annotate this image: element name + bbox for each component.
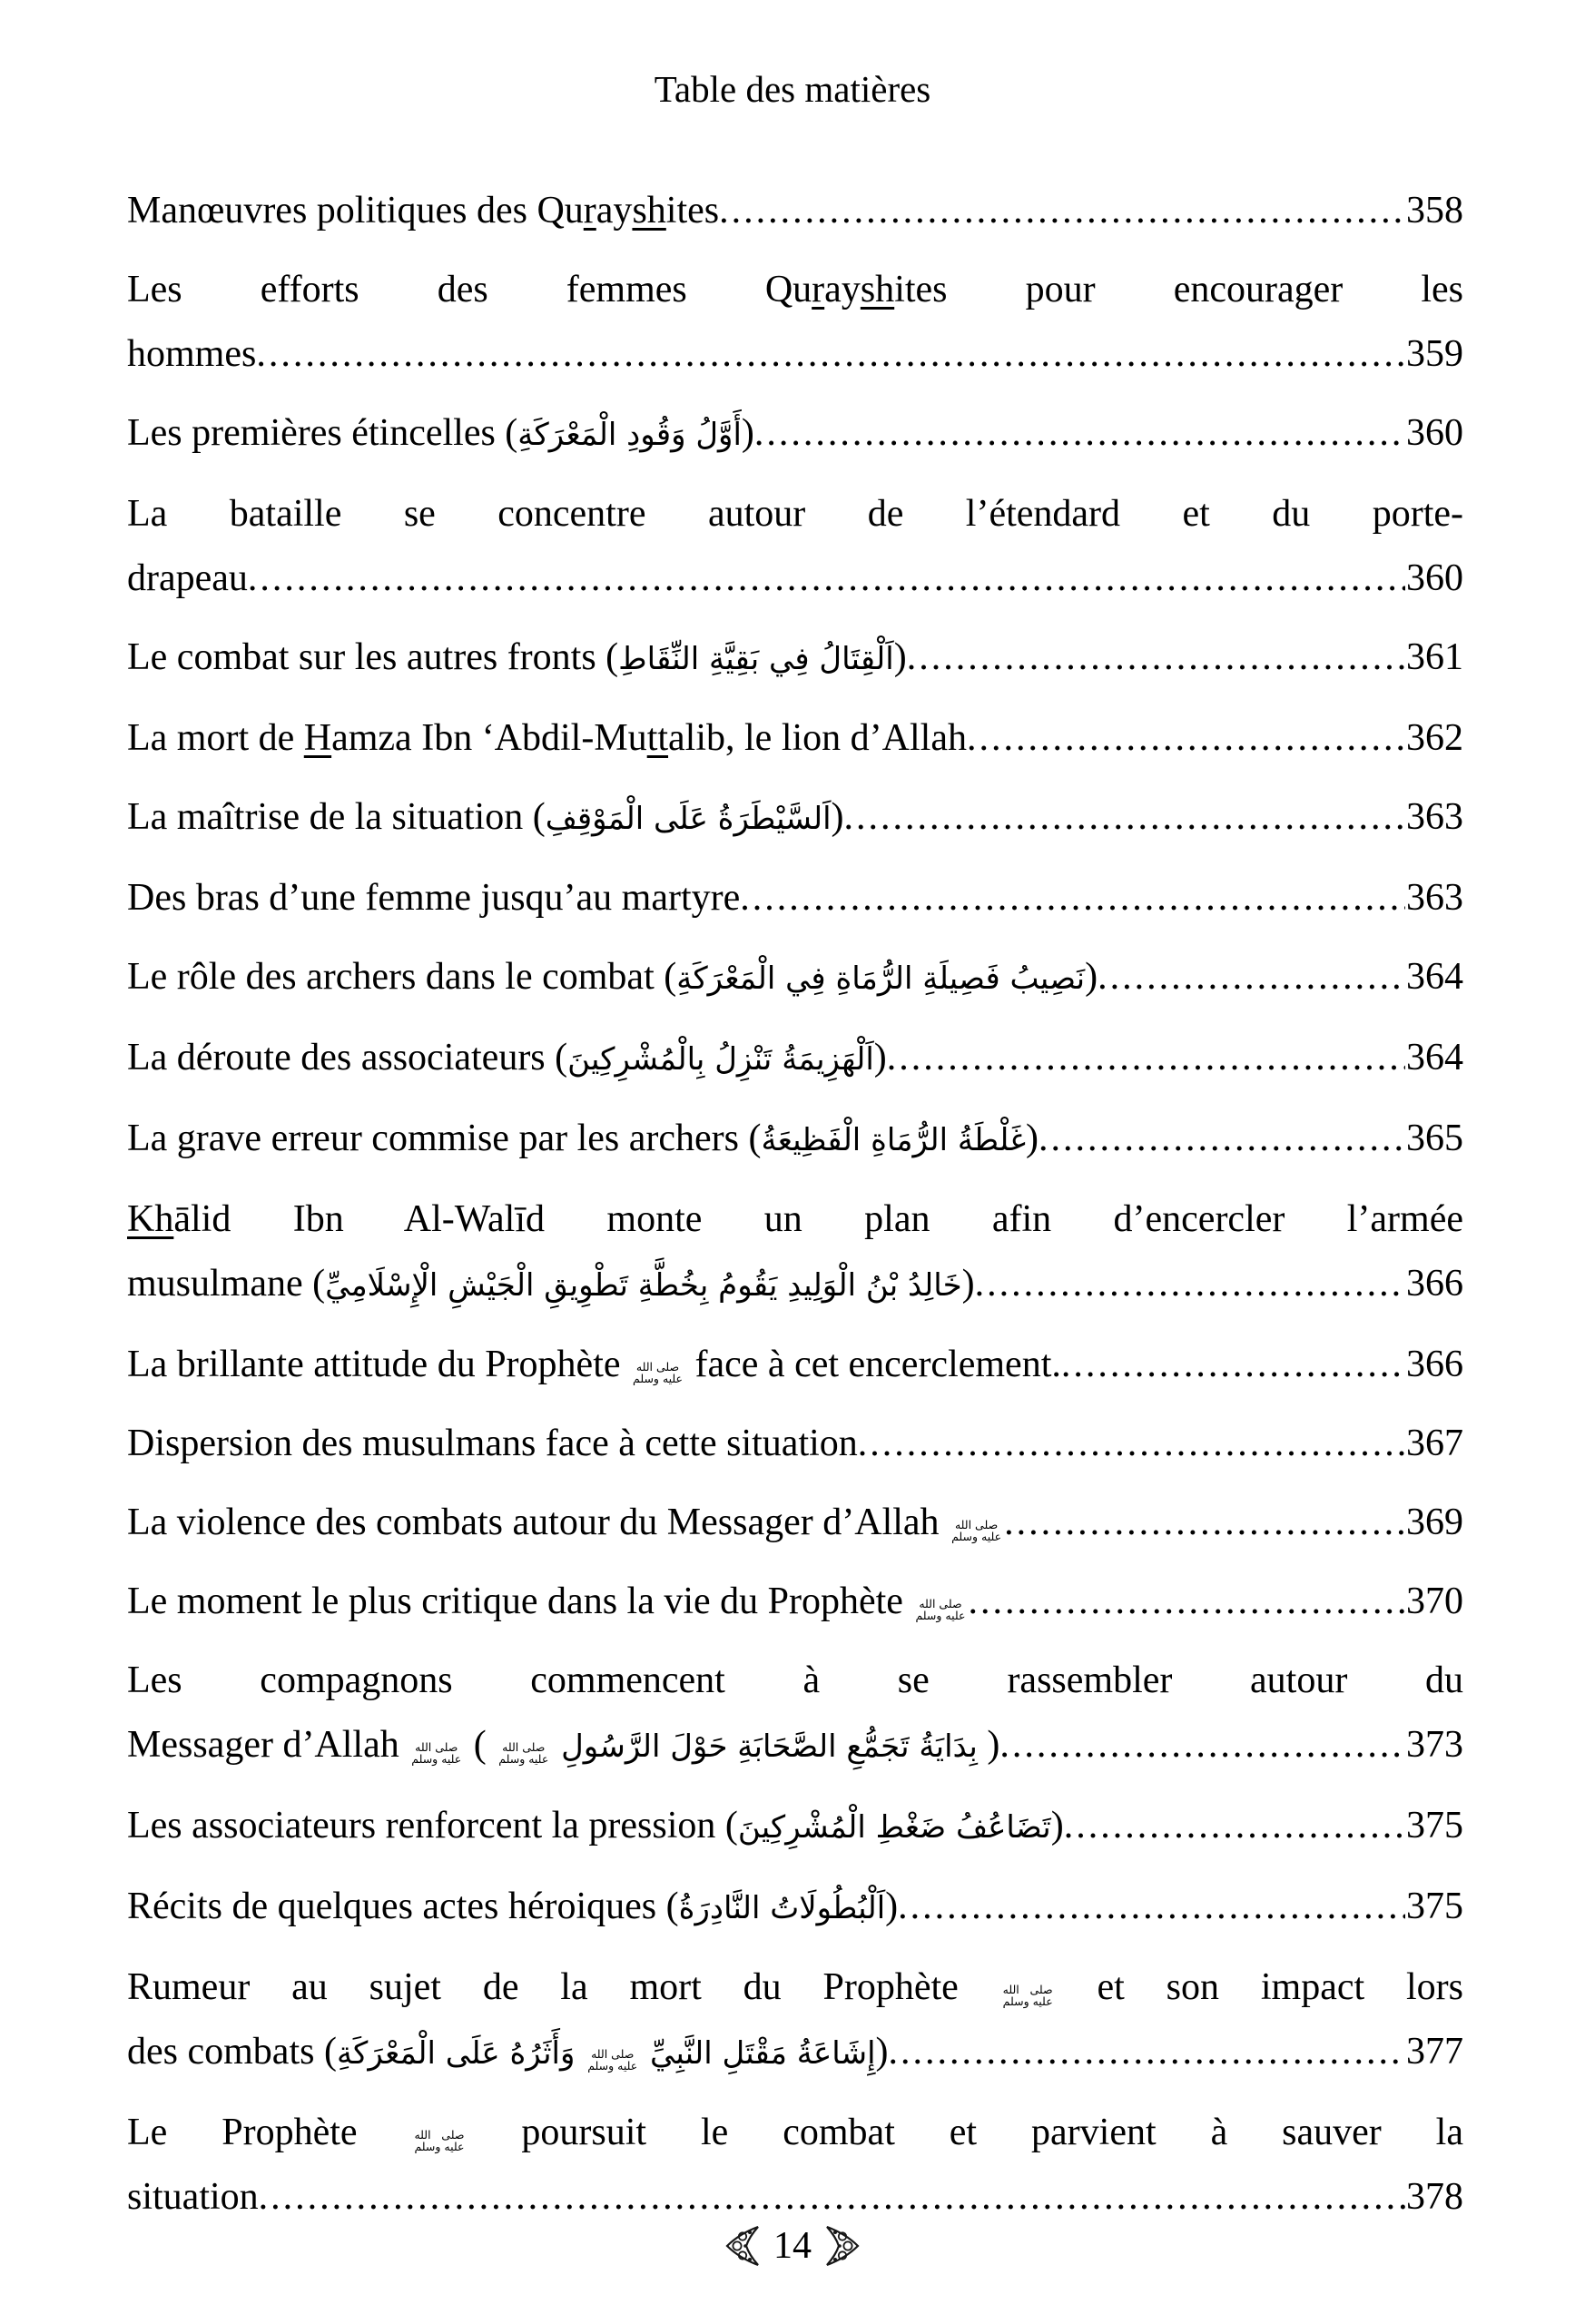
entry-line-leader [127, 866, 1463, 931]
transliteration-underline: r [583, 190, 596, 232]
entry-title [127, 1794, 1064, 1860]
toc-entry [127, 1794, 1463, 1860]
transliteration-underline: r [812, 269, 825, 311]
entry-page-number: 360 [1406, 557, 1463, 600]
entry-title [127, 1412, 858, 1476]
arabic-phrase: أَوَّلُ وَقُودِ الْمَعْرَكَةِ [517, 417, 742, 454]
entry-line-leader [127, 1491, 1463, 1555]
entry-title-text: Le combat sur les autres fronts ( [127, 636, 619, 679]
entry-title-text: Manœuvres politiques des Qu [127, 190, 584, 232]
entry-title-text: La mort de [127, 717, 304, 760]
table-of-contents [127, 179, 1463, 2230]
toc-entry [127, 706, 1463, 771]
entry-line-leader [127, 1252, 1463, 1318]
leader-dots [1039, 1107, 1405, 1171]
toc-entry [127, 258, 1463, 387]
toc-entry [127, 1026, 1463, 1092]
prophet-blessing-bottom: عليه وسلم [1002, 1994, 1053, 2009]
entry-line-leader [127, 547, 1463, 611]
leader-dots [1061, 1333, 1405, 1397]
entry-title-text: hommes [127, 333, 257, 376]
entry-title [127, 547, 248, 611]
entry-title-text: ) [831, 796, 844, 839]
ornament-right-icon [823, 2224, 861, 2268]
arabic-phrase: تَضَاعُفُ ضَغْطِ الْمُشْرِكِينَ [737, 1809, 1051, 1846]
prophet-blessing-icon [411, 1741, 461, 1766]
entry-page-number: 370 [1406, 1581, 1463, 1623]
arabic-phrase: وَأَثَرُهُ عَلَى الْمَعْرَكَةِ [336, 2035, 586, 2073]
entry-title [127, 1333, 1061, 1397]
entry-title [127, 2165, 259, 2230]
entry-page-number: 364 [1406, 1037, 1463, 1079]
entry-line-justified [127, 2101, 1463, 2165]
entry-line-leader [127, 945, 1463, 1011]
entry-title [127, 866, 740, 931]
leader-dots [259, 2165, 1405, 2230]
transliteration-underline: tt [646, 717, 669, 760]
transliteration-underline: sh [860, 269, 895, 311]
entry-page-number: 363 [1406, 796, 1463, 839]
leader-dots [887, 1026, 1405, 1090]
arabic-phrase: بِدَايَةُ تَجَمُّعِ الصَّحَابَةِ حَوْلَ الرَّسُولِ [551, 1728, 978, 1766]
entry-page-number: 361 [1406, 636, 1463, 679]
entry-line-leader [127, 1875, 1463, 1941]
entry-page-number: 358 [1406, 190, 1463, 232]
arabic-phrase: نَصِيبُ فَصِيلَةِ الرُّمَاةِ فِي الْمَعْرَكَةِ [676, 960, 1086, 998]
prophet-blessing-top: صلى الله [954, 1517, 999, 1531]
entry-title-text: Les efforts des femmes Qu [127, 269, 812, 311]
entry-title-text: Le rôle des archers dans le combat ( [127, 956, 677, 999]
prophet-blessing-icon [587, 2048, 637, 2073]
entry-title [127, 1570, 968, 1634]
toc-entry [127, 1955, 1463, 2086]
entry-page-number: 377 [1406, 2031, 1463, 2073]
entry-title [127, 401, 754, 468]
entry-title [127, 706, 967, 771]
toc-entry [127, 1875, 1463, 1941]
prophet-blessing-top: صلى الله [635, 1359, 680, 1374]
entry-title [127, 1107, 1039, 1173]
entry-line-leader [127, 322, 1463, 387]
entry-title-text: drapeau [127, 557, 248, 600]
entry-title [127, 322, 256, 387]
toc-entry [127, 1412, 1463, 1476]
entry-line-leader [127, 2020, 1463, 2086]
leader-dots [1004, 1491, 1405, 1555]
entry-title-text: situation [127, 2176, 259, 2219]
entry-title-text: Les premières étincelles ( [127, 412, 518, 455]
page-title: Table des matières [654, 68, 931, 110]
entry-line-leader [127, 1713, 1463, 1779]
leader-dots [858, 1412, 1405, 1476]
entry-title [127, 2020, 889, 2086]
entry-page-number: 362 [1406, 717, 1463, 760]
prophet-blessing-bottom: عليه وسلم [633, 1372, 684, 1386]
entry-line-leader [127, 625, 1463, 692]
toc-entry [127, 1107, 1463, 1173]
prophet-blessing-icon [633, 1361, 683, 1385]
entry-title-text: Les compagnons commencent à se rassembler autour du [127, 1659, 1463, 1702]
entry-page-number: 366 [1406, 1344, 1463, 1386]
entry-page-number: 360 [1406, 412, 1463, 455]
entry-line-leader [127, 785, 1463, 852]
entry-title [127, 1713, 999, 1779]
prophet-blessing-icon [1003, 1984, 1053, 2008]
entry-title [127, 1026, 887, 1092]
entry-title-text: Récits de quelques actes héroiques ( [127, 1886, 679, 1928]
leader-dots [975, 1252, 1405, 1316]
leader-dots [1098, 945, 1405, 1009]
leader-dots [898, 1875, 1405, 1939]
footer-page-number: 14 [773, 2225, 812, 2267]
toc-entry [127, 179, 1463, 243]
arabic-phrase: اَلسَّيْطَرَةُ عَلَى الْمَوْقِفِ [545, 801, 832, 838]
leader-dots [889, 2020, 1405, 2084]
entry-title-text: amza Ibn ‘Abdil-Mu [331, 717, 647, 760]
leader-dots [719, 179, 1405, 243]
entry-line-leader [127, 179, 1463, 243]
arabic-phrase: غَلْطَةُ الرُّمَاةِ الْفَظِيعَةُ [761, 1122, 1026, 1159]
prophet-blessing-bottom: عليه وسلم [411, 1752, 462, 1767]
prophet-blessing-bottom: عليه وسلم [414, 2140, 465, 2154]
leader-dots [907, 625, 1405, 690]
leader-dots [844, 785, 1405, 850]
leader-dots [968, 1570, 1405, 1634]
page-footer [0, 2224, 1585, 2268]
entry-line-justified [127, 1649, 1463, 1713]
entry-title [127, 1252, 975, 1318]
entry-title-text: ) [893, 636, 907, 679]
entry-title-text: ) [977, 1724, 1000, 1767]
entry-title-text: La maîtrise de la situation ( [127, 796, 546, 839]
entry-page-number: 375 [1406, 1805, 1463, 1847]
entry-title-text: ay [824, 269, 861, 311]
prophet-blessing-top: صلى الله [414, 2127, 465, 2142]
entry-page-number: 369 [1406, 1502, 1463, 1544]
arabic-phrase-group [337, 2031, 876, 2073]
entry-line-leader [127, 401, 1463, 468]
entry-title-text: ( [464, 1724, 497, 1767]
entry-title-text: ālid Ibn Al-Walīd monte un plan afin d’encercler l’armée [173, 1198, 1463, 1241]
arabic-phrase-group [496, 1724, 978, 1766]
entry-page-number: 378 [1406, 2176, 1463, 2219]
entry-line-leader [127, 1026, 1463, 1092]
toc-entry [127, 1187, 1463, 1318]
entry-title-text: ) [873, 1037, 887, 1079]
toc-entry [127, 401, 1463, 468]
entry-title-text: face à cet encerclement. [685, 1344, 1061, 1386]
entry-title [127, 945, 1098, 1011]
entry-title-text: et son impact lors [1055, 1966, 1463, 2009]
entry-title-text: ay [596, 190, 633, 232]
transliteration-underline: sh [632, 190, 666, 232]
entry-title-text: alib, le lion d’Allah [668, 717, 967, 760]
entry-title-text: ) [1085, 956, 1098, 999]
toc-entry [127, 1333, 1463, 1397]
entry-title [127, 785, 844, 852]
toc-entry [127, 2101, 1463, 2230]
prophet-blessing-bottom: عليه وسلم [498, 1752, 549, 1767]
entry-line-leader [127, 1107, 1463, 1173]
entry-title-text: des combats ( [127, 2031, 337, 2073]
entry-line-leader [127, 706, 1463, 771]
arabic-phrase: خَالِدُ بْنُ الْوَلِيدِ يَقُومُ بِخُطَّةِ تَطْوِيقِ الْجَيْشِ الْإِسْلَامِيِّ [325, 1267, 962, 1305]
entry-title [127, 179, 719, 243]
entry-title-text: ) [961, 1263, 975, 1305]
prophet-blessing-icon [915, 1598, 965, 1622]
entry-page-number: 366 [1406, 1263, 1463, 1305]
entry-title-text: poursuit le combat et parvient à sauver la [467, 2112, 1463, 2154]
entry-title-text: Les associateurs renforcent la pression ( [127, 1805, 738, 1847]
entry-page-number: 365 [1406, 1118, 1463, 1160]
entry-title-text: ) [741, 412, 754, 455]
leader-dots [1064, 1794, 1405, 1858]
prophet-blessing-icon [951, 1519, 1001, 1543]
prophet-blessing-top: صلى الله [591, 2046, 635, 2061]
entry-line-justified [127, 482, 1463, 547]
entry-title-text: ) [875, 2031, 889, 2073]
toc-entry [127, 482, 1463, 611]
entry-title-text: La violence des combats autour du Messager d’Allah [127, 1502, 950, 1544]
leader-dots [248, 547, 1405, 611]
leader-dots [999, 1713, 1405, 1777]
entry-title [127, 625, 907, 692]
leader-dots [754, 401, 1405, 466]
entry-title-text: Rumeur au sujet de la mort du Prophète [127, 1966, 1000, 2009]
entry-title-text: ites pour encourager les [894, 269, 1463, 311]
entry-title-text: Dispersion des musulmans face à cette situation [127, 1423, 858, 1465]
prophet-blessing-bottom: عليه وسلم [915, 1609, 966, 1623]
toc-entry [127, 1570, 1463, 1634]
leader-dots [740, 866, 1405, 931]
ornament-left-icon [724, 2224, 762, 2268]
transliteration-underline: H [303, 717, 332, 760]
entry-page-number: 373 [1406, 1724, 1463, 1767]
entry-title-text: Le Prophète [127, 2112, 412, 2154]
entry-title-text: Des bras d’une femme jusqu’au martyre [127, 877, 741, 920]
entry-title-text: Messager d’Allah [127, 1724, 409, 1767]
prophet-blessing-icon [414, 2129, 464, 2153]
entry-line-leader [127, 1412, 1463, 1476]
entry-page-number: 367 [1406, 1423, 1463, 1465]
entry-page-number: 363 [1406, 877, 1463, 920]
entry-title-text: La brillante attitude du Prophète [127, 1344, 630, 1386]
entry-title [127, 1875, 898, 1941]
arabic-phrase: اَلْقِتَالُ فِي بَقِيَّةِ النِّقَاطِ [618, 641, 894, 678]
prophet-blessing-bottom: عليه وسلم [951, 1530, 1002, 1544]
toc-entry [127, 625, 1463, 692]
entry-page-number: 364 [1406, 956, 1463, 999]
prophet-blessing-top: صلى الله [1002, 1982, 1053, 1996]
toc-entry [127, 1649, 1463, 1779]
entry-title [127, 1491, 1004, 1555]
entry-title-text: La déroute des associateurs ( [127, 1037, 568, 1079]
entry-title-text: La bataille se concentre autour de l’étendard et du porte- [127, 493, 1463, 536]
entry-line-justified [127, 258, 1463, 322]
toc-entry [127, 866, 1463, 931]
prophet-blessing-top: صلى الله [502, 1739, 546, 1754]
entry-line-leader [127, 1333, 1463, 1397]
entry-title-text: ) [885, 1886, 899, 1928]
entry-line-leader [127, 1794, 1463, 1860]
toc-entry [127, 945, 1463, 1011]
leader-dots [256, 322, 1405, 387]
entry-line-leader [127, 1570, 1463, 1634]
entry-title-text: La grave erreur commise par les archers ( [127, 1118, 762, 1160]
toc-entry [127, 785, 1463, 852]
toc-entry [127, 1491, 1463, 1555]
arabic-phrase: إِشَاعَةُ مَقْتَلِ النَّبِيِّ [640, 2035, 876, 2073]
arabic-phrase: اَلْهَزِيمَةُ تَنْزِلُ بِالْمُشْرِكِينَ [567, 1041, 874, 1078]
entry-page-number: 359 [1406, 333, 1463, 376]
entry-title-text: ) [1025, 1118, 1039, 1160]
leader-dots [967, 706, 1405, 771]
transliteration-underline: Kh [127, 1198, 174, 1241]
prophet-blessing-bottom: عليه وسلم [587, 2059, 638, 2073]
entry-title-text: musulmane ( [127, 1263, 326, 1305]
entry-page-number: 375 [1406, 1886, 1463, 1928]
prophet-blessing-top: صلى الله [919, 1596, 962, 1610]
entry-title-text: Le moment le plus critique dans la vie du Prophète [127, 1581, 913, 1623]
entry-line-leader [127, 2165, 1463, 2230]
prophet-blessing-icon [498, 1741, 548, 1766]
prophet-blessing-top: صلى الله [415, 1739, 458, 1754]
entry-title-text: ites [665, 190, 720, 232]
entry-title-text: ) [1050, 1805, 1064, 1847]
entry-line-justified [127, 1955, 1463, 2020]
arabic-phrase: اَلْبُطُولَاتُ النَّادِرَةُ [678, 1890, 886, 1927]
entry-line-justified [127, 1187, 1463, 1252]
